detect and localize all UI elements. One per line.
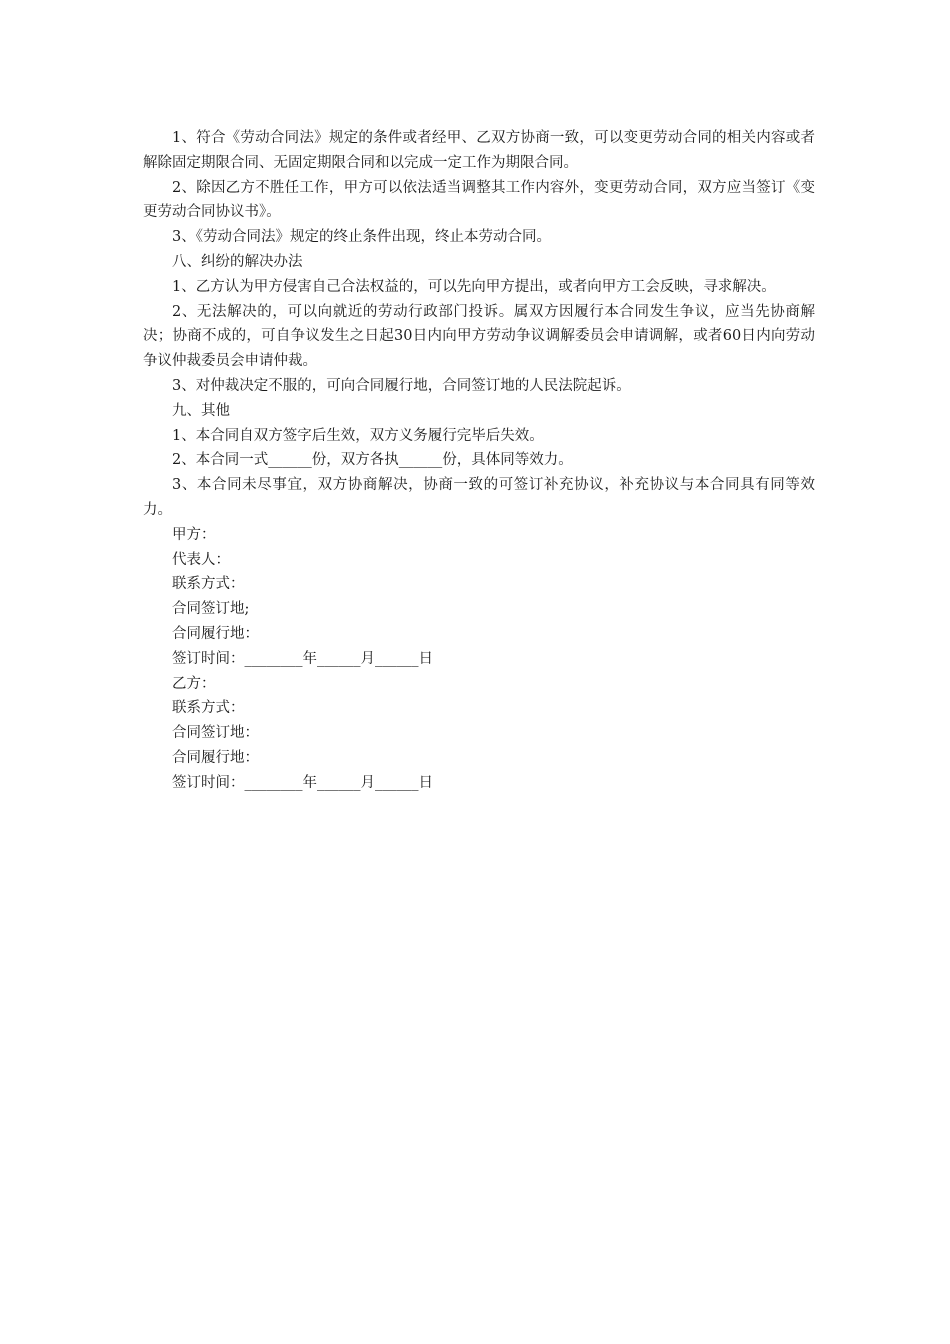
clause-adjust-work: 2、除因乙方不胜任工作，甲方可以依法适当调整其工作内容外，变更劳动合同，双方应当签订《变更劳动合同协议书》。 [143, 179, 815, 221]
party-a-contact: 联系方式： [172, 576, 245, 593]
clause-dispute-2: 2、无法解决的，可以向就近的劳动行政部门投诉。属双方因履行本合同发生争议，应当先协商解决；协商不成的，可自争议发生之日起30日内向甲方劳动争议调解委员会申请调解，或者60日内向劳动争议仲裁委员会申请仲裁。 [143, 303, 815, 370]
clause-other-2: 2、本合同一式______份，双方各执______份，具体同等效力。 [172, 452, 573, 469]
section-heading-dispute: 八、纠纷的解决办法 [172, 253, 303, 270]
party-b-signing-place: 合同签订地： [172, 725, 259, 742]
party-b-label: 乙方： [172, 675, 216, 692]
clause-other-3: 3、本合同未尽事宜，双方协商解决，协商一致的可签订补充协议，补充协议与本合同具有同等效力。 [143, 477, 815, 518]
party-b-signing-time: 签订时间：________年______月______日 [172, 774, 433, 791]
party-b-contact: 联系方式： [172, 700, 245, 717]
clause-change-contract: 1、符合《劳动合同法》规定的条件或者经甲、乙双方协商一致，可以变更劳动合同的相关内容或者解除固定期限合同、无固定期限合同和以完成一定工作为期限合同。 [143, 130, 815, 171]
contract-body [143, 126, 815, 796]
party-a-label: 甲方： [172, 526, 216, 543]
clause-other-1: 1、本合同自双方签字后生效，双方义务履行完毕后失效。 [172, 427, 544, 444]
party-b-performance-place: 合同履行地： [172, 749, 259, 766]
party-a-signing-place: 合同签订地; [172, 601, 250, 618]
clause-termination: 3、《劳动合同法》规定的终止条件出现，终止本劳动合同。 [172, 229, 551, 246]
clause-dispute-3: 3、对仲裁决定不服的，可向合同履行地，合同签订地的人民法院起诉。 [172, 377, 631, 394]
party-a-signing-time: 签订时间：________年______月______日 [172, 650, 433, 667]
clause-dispute-1: 1、乙方认为甲方侵害自己合法权益的，可以先向甲方提出，或者向甲方工会反映，寻求解决。 [172, 278, 776, 295]
party-a-performance-place: 合同履行地： [172, 625, 259, 642]
party-b-signature-block [143, 672, 815, 796]
party-a-signature-block [143, 523, 815, 672]
section-heading-other: 九、其他 [172, 402, 230, 419]
party-a-representative: 代表人： [172, 551, 230, 568]
